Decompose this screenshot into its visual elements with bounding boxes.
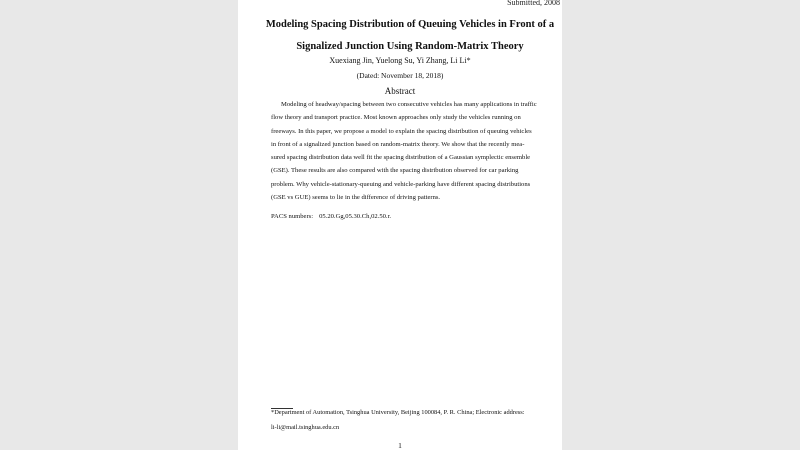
pacs-value: 05.20.Gg,05.30.Ch,02.50.r.	[319, 213, 392, 220]
pacs-label: PACS numbers:	[271, 213, 314, 220]
abstract-line: flow theory and transport practice. Most known approaches only study the vehicles running on	[271, 114, 521, 122]
abstract-line: (GSE). These results are also compared with the spacing distribution observed for car parking	[271, 167, 519, 175]
title-line-2: Signalized Junction Using Random-Matrix Theory	[296, 41, 524, 52]
footnote	[271, 406, 561, 435]
paper-title	[260, 14, 560, 58]
footnote-line-1: *Department of Automation, Tsinghua University, Beijing 100084, P. R. China; Electronic address:	[271, 409, 525, 416]
paper-page	[238, 0, 562, 450]
pacs-numbers	[271, 213, 391, 220]
abstract-line: problem. Why vehicle-stationary-queuing and vehicle-parking have different spacing distributions	[271, 180, 531, 188]
abstract-heading: Abstract	[384, 86, 416, 96]
abstract-line: sured spacing distribution data well fit the spacing distribution of a Gaussian symplectic ensemble	[271, 154, 531, 162]
abstract-line: Modeling of headway/spacing between two consecutive vehicles has many applications in traffic	[281, 101, 537, 108]
abstract-line: freeways. In this paper, we propose a model to explain the spacing distribution of queuing vehicles	[271, 127, 532, 135]
abstract-line: in front of a signalized junction based on random-matrix theory. We show that the recently mea-	[271, 140, 525, 148]
page-number: 1	[398, 441, 402, 450]
abstract-line: (GSE vs GUE) seems to lie in the difference of driving patterns.	[271, 194, 441, 202]
authors: Xuexiang Jin, Yuelong Su, Yi Zhang, Li Li*	[329, 56, 471, 65]
footnote-line-2: li-li@mail.tsinghua.edu.cn	[271, 423, 340, 431]
dated: (Dated: November 18, 2018)	[356, 71, 444, 80]
abstract-body	[271, 98, 561, 204]
submitted-note: Submitted, 2008	[507, 0, 560, 7]
title-line-1: Modeling Spacing Distribution of Queuing Vehicles in Front of a	[265, 19, 555, 30]
